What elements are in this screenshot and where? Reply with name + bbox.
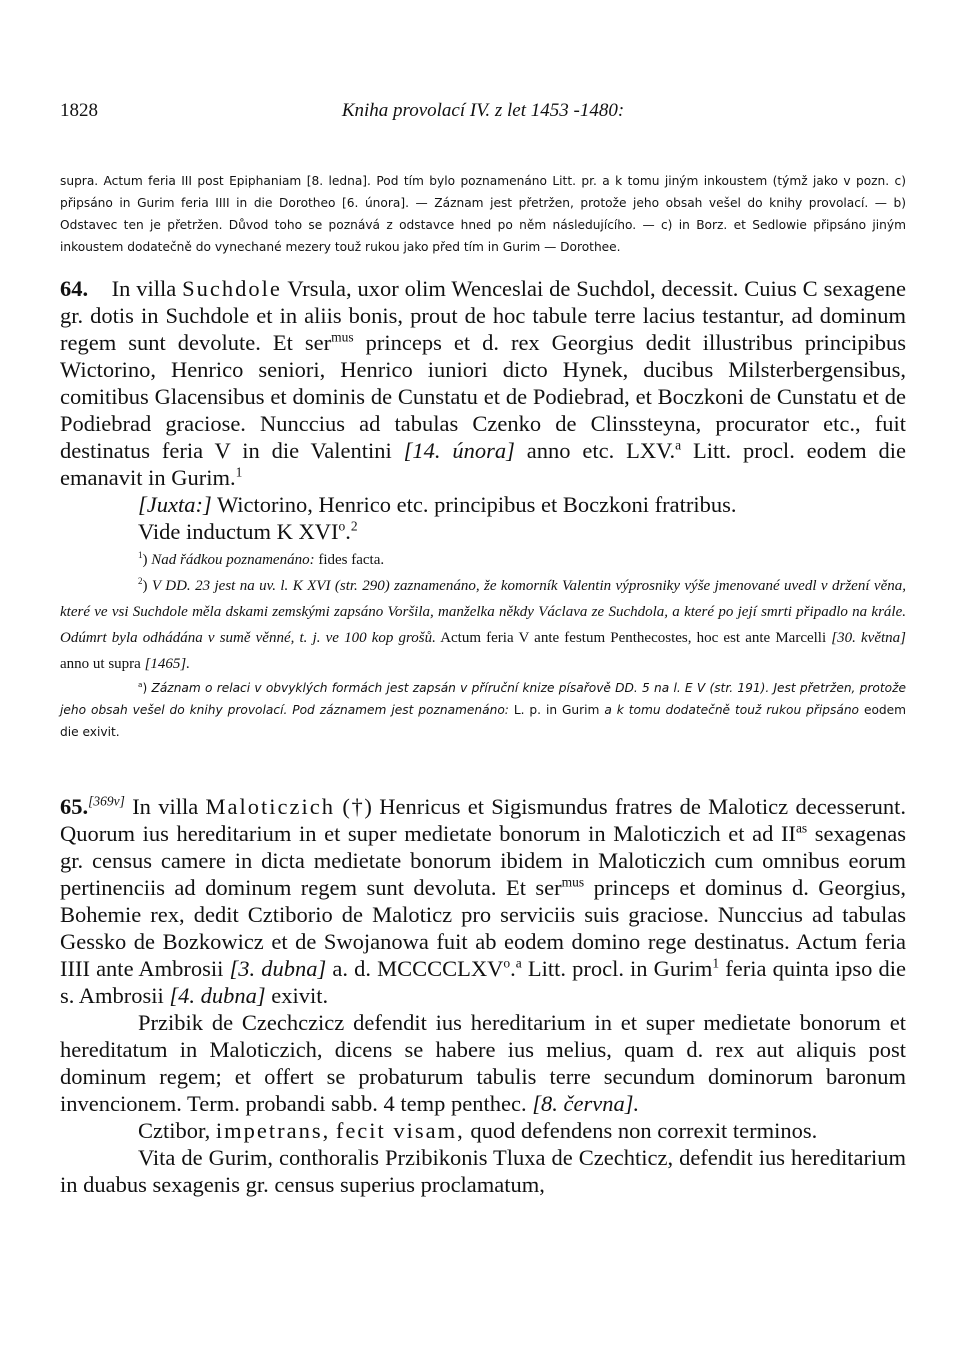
juxta-line: [60, 491, 906, 518]
spaced-word: impetrans,: [215, 1118, 331, 1143]
entry-number: 64.: [60, 276, 89, 301]
entry-opening: In villa: [132, 794, 199, 819]
footnote-text: Actum feria V ante festum Penthecostes, hoc est ante Marcelli: [440, 630, 827, 646]
footnote-text: fides facta.: [318, 552, 385, 568]
entry-body: feria quinta ipso die s. Ambrosii: [60, 956, 907, 1008]
footnote-italic: a k tomu dodatečně touž rukou připsáno: [604, 703, 860, 717]
footnote-marker: 2: [138, 576, 143, 586]
footnote-italic: V DD. 23 jest na uv. l. K XVI (str. 290) zaznamenáno, že komorník Valentin výprosniky výše jmenované uvedl v držení věna, které ve vsi Suchdole měla dskami zemskými zapsáno Voršila, manželka někdy Václava ze Suchdola, a které po její smrti připadlo na krále. Odúmrt byla odhádána v sumě věnné, t. j. ve 100 kop grošů.: [60, 578, 906, 646]
folio-marker: [369v]: [88, 793, 125, 809]
superscript: as: [795, 820, 808, 836]
entry-65-text: [60, 793, 906, 1009]
superscript: o: [338, 518, 346, 534]
vide-line: [60, 518, 906, 545]
paragraph-vita: [60, 1144, 906, 1198]
date-note: [30. května]: [831, 630, 906, 646]
vide-text: Vide inductum K XVI: [138, 519, 339, 544]
superscript: mus: [561, 874, 585, 890]
footnote-text: eodem die exivit.: [60, 703, 907, 739]
date-note: [4. dubna]: [169, 983, 266, 1008]
entry-body: princeps et d. rex Georgius dedit illustribus principibus Wictorino, Henrico seniori, Henrico iuniori dicto Hynek, ducibus Milsterbergensibus, comitibus Glacensibus et dominis de Cunstatu et de Podiebrad, et Boczkoni de Cunstatu et de Podiebrad graciose. Nunccius ad tabulas Czenko de Clinssteyna, procurator etc., fuit destinatus feria V in die Valentini: [60, 330, 907, 463]
footnote-ref: 1: [712, 955, 720, 971]
page-header: [60, 100, 906, 130]
juxta-label: [Juxta:]: [138, 492, 212, 517]
footnote-text: anno ut supra: [60, 656, 141, 672]
entry-body: Vrsula, uxor olim Wenceslai de Suchdol, decessit. Cuius C sexagene gr. dotis in Suchdole et in aliis bonis, prout de hoc tabule terre lacius testantur, ad dominum regem sunt devolute. Et ser: [60, 276, 907, 355]
top-footnotes: supra. Actum feria III post Epiphaniam [8. ledna]. Pod tím bylo poznamenáno Litt. pr. a k tomu jiným inkoustem (týmž jako v pozn. c) připsáno in Gurim feria IIII in die Dorotheo [6. února]. — Záznam jest přetržen, protože jeho obsah vešel do knihy provolací. — b) Odstavec ten je přetržen. Důvod toho se poznává z odstavce hned po něm následujícího. — c) in Borz. et Sedlowie připsáno jiným inkoustem dodatečně do vynechané mezery touž rukou jako před tím in Gurim — Dorothee.: [60, 174, 906, 254]
date-note: [8. června].: [532, 1091, 640, 1116]
paragraph-text: Przibik de Czechczicz defendit ius hereditarium in et super medietate bonorum et hereditatum in Maloticzich, dicens se habere ius melius, quam d. rex aut aliquis post dominum regem; et offert se probaturum tabulis terre secundum dominorum baronum invencionem. Term. probandi sabb. 4 temp penthec.: [60, 1010, 906, 1116]
paragraph-text: Vita de Gurim, conthoralis Przibikonis Tluxa de Czechticz, defendit ius hereditarium in duabus sexagenis gr. census superius proclamatum,: [60, 1145, 906, 1197]
entry-body: Litt. procl. in Gurim: [527, 956, 713, 981]
punctuation: .: [345, 519, 351, 544]
place-name: Suchdole: [182, 276, 282, 301]
paragraph-cztibor: [60, 1117, 906, 1144]
place-name: Maloticzich: [205, 794, 336, 819]
paragraph-text: quod defendens non correxit terminos.: [470, 1118, 818, 1143]
footnote-marker: 1: [138, 550, 143, 560]
footnote-italic: Záznam o relaci v obvyklých formách jest zapsán v příruční knize písařově DD. 5 na l. E V (str. 191). Jest přetržen, protože jeho obsah vešel do knihy provolací. Pod záznamem jest poznamenáno:: [60, 681, 906, 717]
spaced-word: fecit visam,: [335, 1118, 465, 1143]
entry-body: sexagenas gr. census camere in dicta medietate bonorum ibidem in Maloticzich cum omnibus eorum pertinenciis ad dominum regem sunt devoluta. Et ser: [60, 821, 907, 900]
superscript: mus: [331, 329, 354, 345]
entry-body: anno etc. LXV.: [526, 438, 676, 463]
entry-body: princeps et dominus d. Georgius, Bohemie rex, dedit Cztiborio de Maloticz pro serviciis suis graciose. Nunccius ad tabulas Gessko de Bozkowicz et de Swojanowa fuit ab eodem domino rege destinatus. Actum feria IIII ante Ambrosii: [60, 875, 906, 981]
entry-body: a. d. MCCCCLXV: [332, 956, 504, 981]
footnote-1: $^1$) Nad řádkou poznamenáno: fides facta.: [138, 550, 385, 568]
note-marker: a: [675, 437, 682, 453]
page-number: 1828: [60, 100, 98, 121]
date-note: [14. února]: [403, 438, 515, 463]
paragraph-name: Cztibor,: [138, 1118, 211, 1143]
note-marker: a: [515, 955, 522, 971]
punctuation: .: [510, 956, 516, 981]
entry-64: [60, 275, 906, 743]
entry-number: 65.: [60, 794, 89, 819]
footnote-a: $^a$) Záznam o relaci v obvyklých formách jest zapsán v příruční knize písařově DD. 5 na l. E V (str. 191). Jest přetržen, protože jeho obsah vešel do knihy provolací. Pod záznamem jest poznamenáno: L. p. in Gurim a k tomu dodatečně touž rukou připsáno eodem die exivit.: [60, 679, 907, 739]
entry-body: (†) Henricus et Sigismundus fratres de Maloticz decesserunt. Quorum ius hereditarium in et super medietate bonorum in Maloticzich et ad II: [60, 794, 907, 846]
date-note: [3. dubna]: [229, 956, 327, 981]
superscript: o: [503, 955, 511, 971]
entry-65: [60, 793, 906, 1198]
entry-body: Litt. procl. eodem die emanavit in Gurim.: [60, 438, 907, 490]
footnote-italic: Nad řádkou poznamenáno:: [151, 552, 315, 568]
entry-body: exivit.: [271, 983, 329, 1008]
paragraph-przibik: [60, 1009, 906, 1117]
footnote-text: L. p. in Gurim: [513, 703, 600, 717]
footnote-2: $^2$) V DD. 23 jest na uv. l. K XVI (str. 290) zaznamenáno, že komorník Valentin výprosniky výše jmenované uvedl v držení věna, které ve vsi Suchdole měla dskami zemskými zapsáno Voršila, manželka někdy Václava ze Suchdola, a které po její smrti připadlo na krále. Odúmrt byla odhádána v sumě věnné, t. j. ve 100 kop grošů. Actum feria V ante festum Penthecostes, hoc est ante Marcelli [30. května] anno ut supra [1465].: [60, 576, 906, 672]
entry-opening: In villa: [111, 276, 177, 301]
running-title: Kniha provolací IV. z let 1453 -1480:: [341, 100, 625, 121]
footnote-ref: 1: [235, 464, 243, 480]
footnote-marker: a: [138, 679, 143, 689]
entry-64-text: [60, 275, 906, 491]
juxta-text: Wictorino, Henrico etc. principibus et Boczkoni fratribus.: [216, 492, 737, 517]
footnote-ref: 2: [350, 518, 358, 534]
date-note: [1465].: [144, 656, 191, 672]
